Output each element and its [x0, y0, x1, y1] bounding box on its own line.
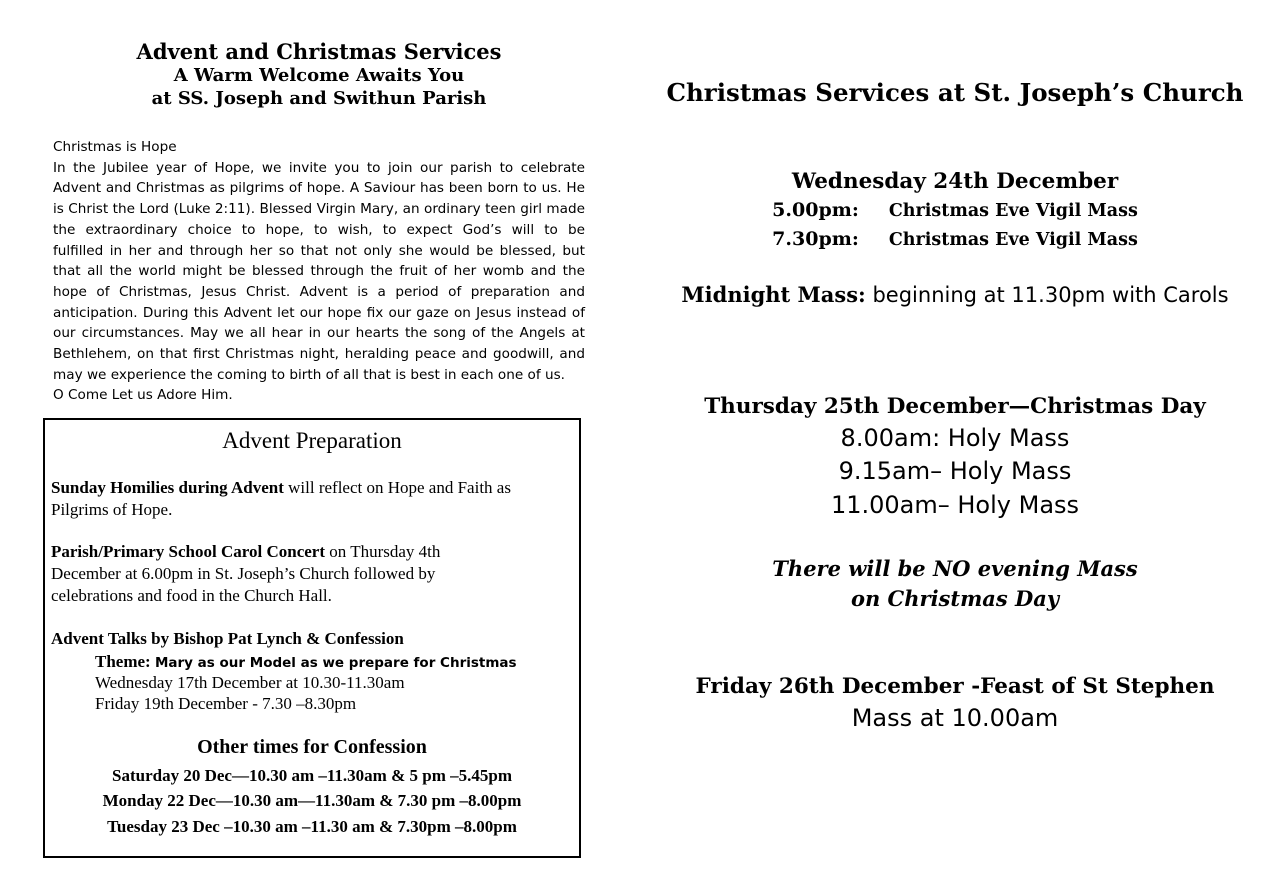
midnight-mass-label: Midnight Mass: — [681, 282, 866, 307]
intro-closing: O Come Let us Adore Him. — [53, 387, 233, 404]
intro-line: Advent and Christmas as pilgrims of hope. A Saviour has been born to us. He — [53, 180, 585, 197]
confession-time: Tuesday 23 Dec –10.30 am –11.30 am & 7.30pm –8.00pm — [107, 817, 517, 836]
theme-text: Mary as our Model as we prepare for Christmas — [154, 655, 517, 671]
intro-line: anticipation. During this Advent let our hope fix our gaze on Jesus instead of — [53, 304, 585, 321]
eve-mass-row — [640, 199, 1270, 221]
st-stephen-mass: Mass at 10.00am — [851, 704, 1059, 732]
eve-mass-time: 5.00pm: — [772, 199, 859, 221]
intro-line: hope of Christmas, Jesus Christ. Advent is a period of preparation and — [53, 283, 585, 300]
eve-mass-name: Christmas Eve Vigil Mass — [888, 230, 1138, 250]
confession-time: Monday 22 Dec—10.30 am—11.30am & 7.30 pm –8.00pm — [102, 791, 522, 810]
no-evening-mass-notice: There will be NO evening Mass — [772, 556, 1138, 581]
intro-text — [53, 137, 585, 406]
christmas-mass: 11.00am– Holy Mass — [830, 491, 1080, 519]
eve-date: Wednesday 24th December — [791, 169, 1119, 194]
concert-text-3: celebrations and food in the Church Hall. — [51, 586, 332, 605]
intro-line: may we experience the coming to birth of all that is best in each one of us. — [53, 366, 565, 383]
intro-line: the extraordinary choice to hope, to wish, to expect God’s will to be — [53, 221, 585, 238]
midnight-mass-detail: beginning at 11.30pm with Carols — [865, 283, 1229, 307]
midnight-mass — [640, 282, 1270, 307]
intro-line: fulfilled in her and through her so that not only she would be blessed, but — [53, 242, 585, 259]
st-stephen-date: Friday 26th December -Feast of St Stephen — [695, 674, 1215, 699]
advent-preparation-box — [43, 418, 581, 858]
eve-mass-row — [640, 228, 1270, 250]
christmas-services-title: Christmas Services at St. Joseph’s Church — [666, 78, 1244, 107]
intro-line: that all the world might be blessed through the fruit of her womb and the — [53, 263, 585, 280]
theme-line — [95, 651, 517, 674]
talk-date-2: Friday 19th December - 7.30 –8.30pm — [95, 694, 357, 713]
eve-mass-name: Christmas Eve Vigil Mass — [888, 201, 1138, 221]
theme-label: Theme: — [95, 652, 155, 671]
eve-mass-time: 7.30pm: — [772, 228, 859, 250]
homilies-heading: Sunday Homilies during Advent — [51, 478, 284, 497]
intro-title: Christmas is Hope — [53, 139, 177, 155]
subtitle-parish: at SS. Joseph and Swithun Parish — [151, 88, 487, 109]
christmas-mass: 8.00am: Holy Mass — [840, 424, 1070, 452]
left-header — [54, 40, 584, 110]
intro-line: our circumstances. May we all hear in our hearts the song of the Angels at — [53, 325, 585, 342]
homilies-text: will reflect on Hope and Faith as — [283, 478, 511, 497]
intro-line: is Christ the Lord (Luke 2:11). Blessed Virgin Mary, an ordinary teen girl made — [53, 201, 585, 218]
no-evening-mass-notice-2: on Christmas Day — [850, 586, 1060, 611]
concert-heading: Parish/Primary School Carol Concert — [51, 542, 326, 561]
homilies-paragraph — [51, 477, 576, 521]
christmas-day-date: Thursday 25th December—Christmas Day — [704, 394, 1206, 419]
talk-date-1: Wednesday 17th December at 10.30-11.30am — [95, 673, 405, 692]
confession-time: Saturday 20 Dec—10.30 am –11.30am & 5 pm –5.45pm — [112, 766, 512, 785]
other-confession-title: Other times for Confession — [197, 736, 427, 758]
advent-box-title: Advent Preparation — [222, 428, 402, 453]
page-title: Advent and Christmas Services — [136, 39, 502, 64]
christmas-mass: 9.15am– Holy Mass — [838, 457, 1072, 485]
concert-paragraph — [51, 541, 576, 607]
talks-heading: Advent Talks by Bishop Pat Lynch & Confession — [51, 629, 404, 648]
intro-line: Bethlehem, on that first Christmas night, heralding peace and goodwill, and — [53, 346, 585, 363]
homilies-text-2: Pilgrims of Hope. — [51, 500, 173, 519]
intro-line: In the Jubilee year of Hope, we invite you to join our parish to celebrate — [53, 159, 585, 176]
concert-text: on Thursday 4th — [325, 542, 441, 561]
concert-text-2: December at 6.00pm in St. Joseph’s Church followed by — [51, 564, 436, 583]
subtitle-welcome: A Warm Welcome Awaits You — [173, 65, 465, 86]
